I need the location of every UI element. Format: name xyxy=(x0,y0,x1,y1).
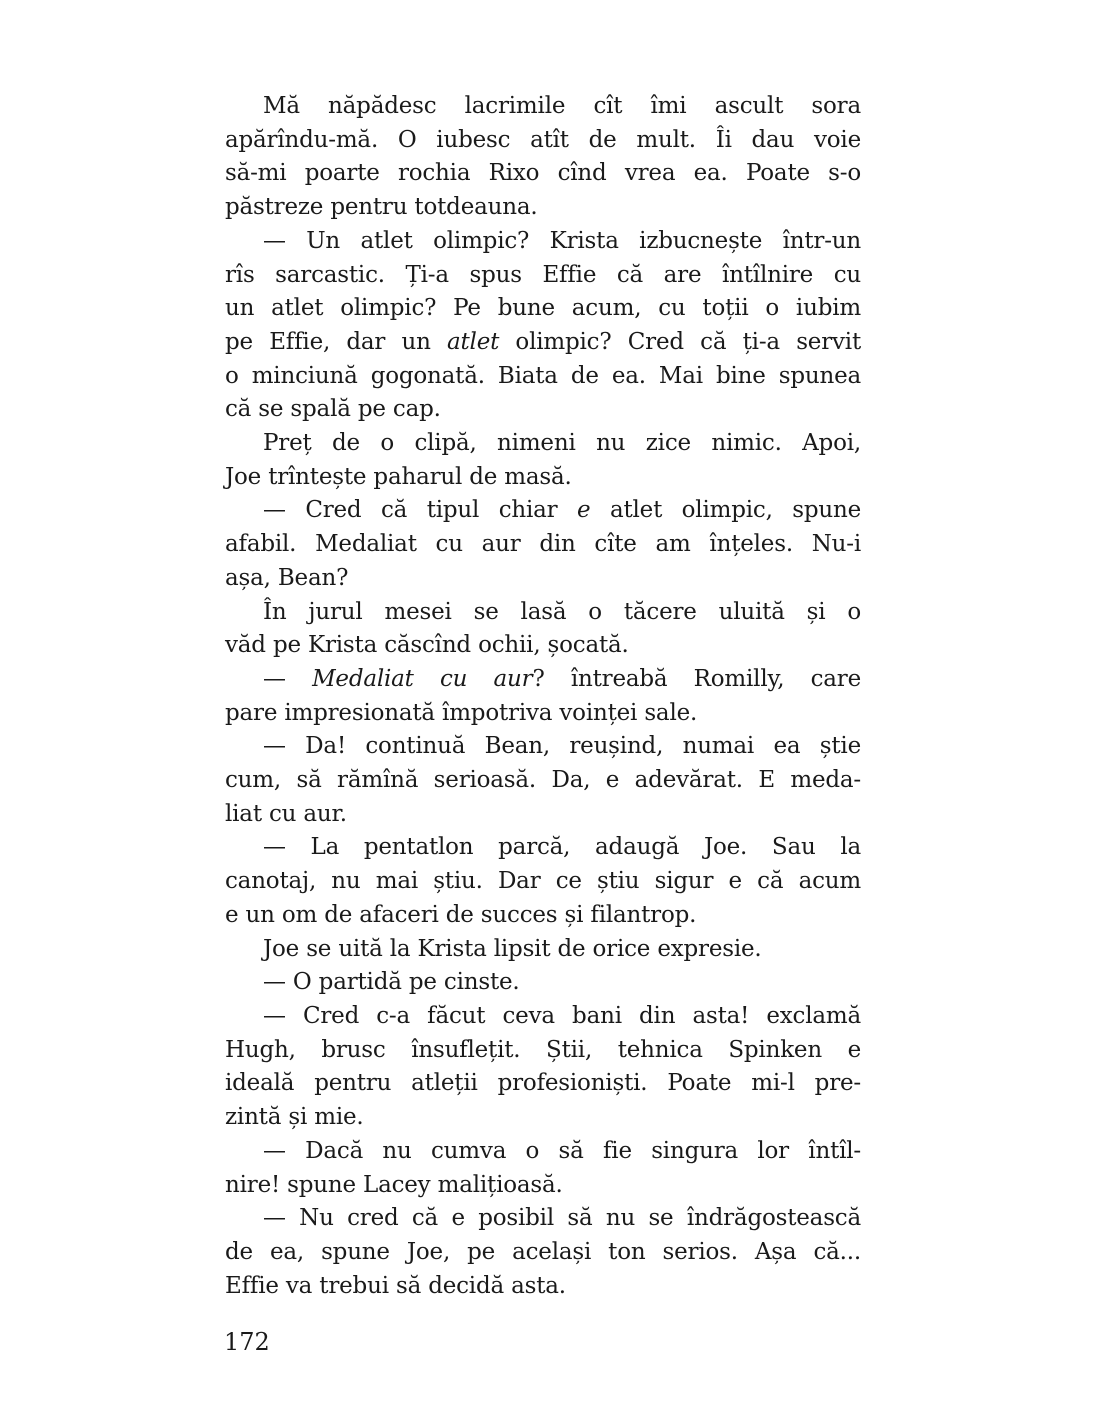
text-segment: ? întreabă Romilly, care xyxy=(532,665,861,692)
text-segment: că se spală pe cap. xyxy=(225,396,441,423)
text-segment: Preț de o clipă, nimeni nu zice nimic. Apoi, xyxy=(263,430,861,457)
text-segment: așa, Bean? xyxy=(225,564,349,591)
text-line xyxy=(225,157,861,191)
text-line xyxy=(225,360,861,394)
italic-text: Medaliat cu aur xyxy=(312,665,533,692)
text-segment: e un om de afaceri de succes și filantrop. xyxy=(225,901,697,928)
text-line xyxy=(225,528,861,562)
text-segment: un atlet olimpic? Pe bune acum, cu toții o iubim xyxy=(225,295,861,322)
text-segment: ideală pentru atleții profesioniști. Poate mi-l pre- xyxy=(225,1070,861,1097)
text-segment: pe Effie, dar un xyxy=(225,328,447,355)
text-line xyxy=(225,730,861,764)
text-segment: o minciună gogonată. Biata de ea. Mai bine spunea xyxy=(225,362,861,389)
paragraph xyxy=(225,663,861,730)
text-line xyxy=(225,494,861,528)
text-line xyxy=(225,1270,861,1304)
text-line xyxy=(225,629,861,663)
text-segment: olimpic? Cred că ți-a servit xyxy=(499,328,861,355)
text-segment: cum, să rămînă serioasă. Da, e adevărat. E meda- xyxy=(225,767,861,794)
text-segment: Joe trîntește paharul de masă. xyxy=(225,463,572,490)
text-line xyxy=(225,865,861,899)
text-segment: liat cu aur. xyxy=(225,800,347,827)
text-line xyxy=(225,663,861,697)
text-line xyxy=(225,1202,861,1236)
text-segment: — xyxy=(263,665,313,692)
text-segment: de ea, spune Joe, pe același ton serios. Așa că... xyxy=(225,1238,861,1265)
text-segment: În jurul mesei se lasă o tăcere uluită și o xyxy=(263,598,861,625)
text-line xyxy=(225,427,861,461)
paragraph xyxy=(225,1202,861,1303)
text-line xyxy=(225,124,861,158)
page-number: 172 xyxy=(224,1328,270,1356)
paragraph xyxy=(225,596,861,663)
text-line xyxy=(225,933,861,967)
text-line xyxy=(225,1000,861,1034)
text-segment: — Nu cred că e posibil să nu se îndrăgostească xyxy=(263,1205,861,1232)
text-segment: — Un atlet olimpic? Krista izbucnește într-un xyxy=(263,227,861,254)
paragraph xyxy=(225,966,861,1000)
text-segment: — La pentatlon parcă, adaugă Joe. Sau la xyxy=(263,834,861,861)
text-line xyxy=(225,764,861,798)
text-segment: atlet olimpic, spune xyxy=(590,497,861,524)
text-line xyxy=(225,326,861,360)
paragraph xyxy=(225,494,861,595)
text-line xyxy=(225,1236,861,1270)
text-segment: păstreze pentru totdeauna. xyxy=(225,194,538,221)
text-line xyxy=(225,899,861,933)
text-line xyxy=(225,697,861,731)
paragraph xyxy=(225,225,861,427)
text-segment: — O partidă pe cinste. xyxy=(263,969,520,996)
text-line xyxy=(225,1101,861,1135)
text-column xyxy=(225,90,861,1303)
text-line xyxy=(225,393,861,427)
italic-text: atlet xyxy=(446,328,500,355)
text-line xyxy=(225,191,861,225)
text-segment: Effie va trebui să decidă asta. xyxy=(225,1272,566,1299)
text-segment: Joe se uită la Krista lipsit de orice expresie. xyxy=(263,935,762,962)
italic-text: e xyxy=(577,497,591,524)
text-line xyxy=(225,1067,861,1101)
text-segment: zintă și mie. xyxy=(225,1104,364,1131)
text-line xyxy=(225,596,861,630)
text-line xyxy=(225,1135,861,1169)
text-line xyxy=(225,461,861,495)
text-line xyxy=(225,966,861,1000)
text-line xyxy=(225,225,861,259)
text-line xyxy=(225,1169,861,1203)
text-segment: apărîndu-mă. O iubesc atît de mult. Îi dau voie xyxy=(225,126,861,153)
paragraph xyxy=(225,1135,861,1202)
text-segment: nire! spune Lacey malițioasă. xyxy=(225,1171,563,1198)
text-segment: — Da! continuă Bean, reușind, numai ea știe xyxy=(263,733,861,760)
text-line xyxy=(225,831,861,865)
paragraph xyxy=(225,427,861,494)
text-line xyxy=(225,562,861,596)
text-line xyxy=(225,90,861,124)
text-segment: Hugh, brusc însuflețit. Știi, tehnica Spinken e xyxy=(225,1036,861,1063)
text-segment: rîs sarcastic. Ți-a spus Effie că are întîlnire cu xyxy=(225,261,861,288)
paragraph xyxy=(225,933,861,967)
text-segment: afabil. Medaliat cu aur din cîte am înțeles. Nu-i xyxy=(225,531,861,558)
text-segment: — Cred c-a făcut ceva bani din asta! exclamă xyxy=(263,1002,861,1029)
text-line xyxy=(225,259,861,293)
text-segment: Mă năpădesc lacrimile cît îmi ascult sora xyxy=(263,93,861,119)
paragraph xyxy=(225,1000,861,1135)
text-segment: — Dacă nu cumva o să fie singura lor întîl- xyxy=(263,1137,861,1164)
text-segment: — Cred că tipul chiar xyxy=(263,497,578,524)
text-segment: pare impresionată împotriva voinței sale. xyxy=(225,699,698,726)
text-line xyxy=(225,798,861,832)
text-line xyxy=(225,1034,861,1068)
text-segment: să-mi poarte rochia Rixo cînd vrea ea. Poate s-o xyxy=(225,160,861,187)
text-segment: văd pe Krista căscînd ochii, șocată. xyxy=(225,632,629,659)
text-line xyxy=(225,292,861,326)
paragraph xyxy=(225,730,861,831)
paragraph xyxy=(225,90,861,225)
paragraph xyxy=(225,831,861,932)
text-segment: canotaj, nu mai știu. Dar ce știu sigur e că acum xyxy=(225,868,861,895)
